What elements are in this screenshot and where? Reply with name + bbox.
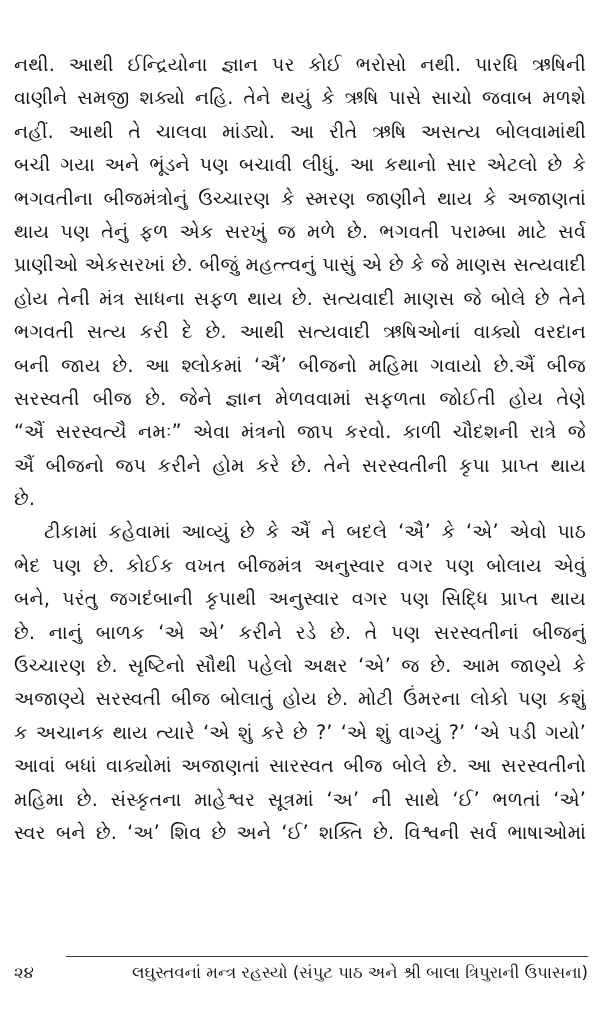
text-line: સ્વર બને છે. ‘અ’ શિવ છે અને ‘ઈ’ શક્તિ છે. વિશ્વની સર્વ ભાષાઓમાં [14,820,586,844]
text-line: બને, પરંતુ જગદંબાની કૃપાથી અનુસ્વાર વગર પણ સિદ્ધિ પ્રાપ્ત થાય [14,587,586,611]
running-title: લઘુસ્તવનાં મન્ત્ર રહસ્યો (સંપુટ પાઠ અને શ્રી બાલા ત્રિપુરાની ઉપાસના) [132,963,588,982]
text-line: વાણીને સમજી શક્યો નહિ. તેને થયું કે ઋષિ પાસે સાચો જવાબ મળશે [14,86,586,110]
text-line: પ્રાણીઓ એકસરખાં છે. બીજું મહત્ત્વનું પાસું એ છે કે જે માણસ સત્યવાદી [14,253,586,277]
text-line: સરસ્વતી બીજ છે. જેને જ્ઞાન મેળવવામાં સફળતા જોઈતી હોય તેણે [14,386,586,410]
text-line: થાય પણ તેનું ફળ એક સરખું જ મળે છે. ભગવતી પરામ્બા માટે સર્વ [14,219,586,243]
text-line: ક અચાનક થાય ત્યારે ‘એ શું કરે છે ?’ ‘એ શું વાગ્યું ?’ ‘એ પડી ગયો’ [14,720,586,744]
text-line: ભગવતી સત્ય કરી દે છે. આથી સત્યવાદી ઋષિઓનાં વાક્યો વરદાન [14,320,586,344]
text-line: નહીં. આથી તે ચાલવા માંડ્યો. આ રીતે ઋષિ અસત્ય બોલવામાંથી [14,119,586,143]
text-line: હોય તેની મંત્ર સાધના સફળ થાય છે. સત્યવાદી માણસ જે બોલે છે તેને [14,286,586,310]
text-line: આવાં બધાં વાક્યોમાં અજાણતાં સારસ્વત બીજ બોલે છે. આ સરસ્વતીનો [14,754,586,778]
text-line: છે. [14,487,36,511]
text-line: “ઐં સરસ્વત્યૈ નમઃ” એવા મંત્રનો જાપ કરવો. કાળી ચૌદશની રાત્રે જે [14,420,586,444]
footer-divider [66,956,588,957]
text-line: બચી ગયા અને ભૂંડને પણ બચાવી લીધું. આ કથાનો સાર એટલો છે કે [14,153,586,177]
body-text [14,48,586,849]
text-line: નથી. આથી ઈન્દ્રિયોના જ્ઞાન પર કોઈ ભરોસો નથી. પારધિ ઋષિની [14,53,586,76]
page-number: ૨૪ [14,963,34,982]
paragraph-start-line: ટીકામાં કહેવામાં આવ્યું છે કે ઐં ને બદલે ‘ઐ’ કે ‘એ’ એવો પાઠ [44,520,586,544]
text-line: મહિમા છે. સંસ્કૃતના માહેશ્વર સૂત્રમાં ‘અ’ ની સાથે ‘ઈ’ ભળતાં ‘એ’ [14,787,586,811]
text-line: છે. નાનું બાળક ‘એ એ’ કરીને રડે છે. તે પણ સરસ્વતીનાં બીજનું [14,620,586,644]
text-line: ભેદ પણ છે. કોઈક વખત બીજમંત્ર અનુસ્વાર વગર પણ બોલાય એવું [14,553,586,577]
text-line: ભગવતીના બીજમંત્રોનું ઉચ્ચારણ કે સ્મરણ જાણીને થાય કે અજાણતાં [14,186,586,210]
page-footer [14,958,588,988]
text-line: ઉચ્ચારણ છે. સૃષ્ટિનો સૌથી પહેલો અક્ષર ‘એ’ જ છે. આમ જાણ્યે કે [14,654,586,678]
text-line: અજાણ્યે સરસ્વતી બીજ બોલાતું હોય છે. મોટી ઉંમરના લોકો પણ કશું [14,687,586,711]
text-line: ઐં બીજનો જપ કરીને હોમ કરે છે. તેને સરસ્વતીની કૃપા પ્રાપ્ત થાય [14,453,586,477]
text-line: બની જાય છે. આ શ્લોકમાં ‘ઐં’ બીજનો મહિમા ગવાયો છે.ઐં બીજ [14,353,586,377]
